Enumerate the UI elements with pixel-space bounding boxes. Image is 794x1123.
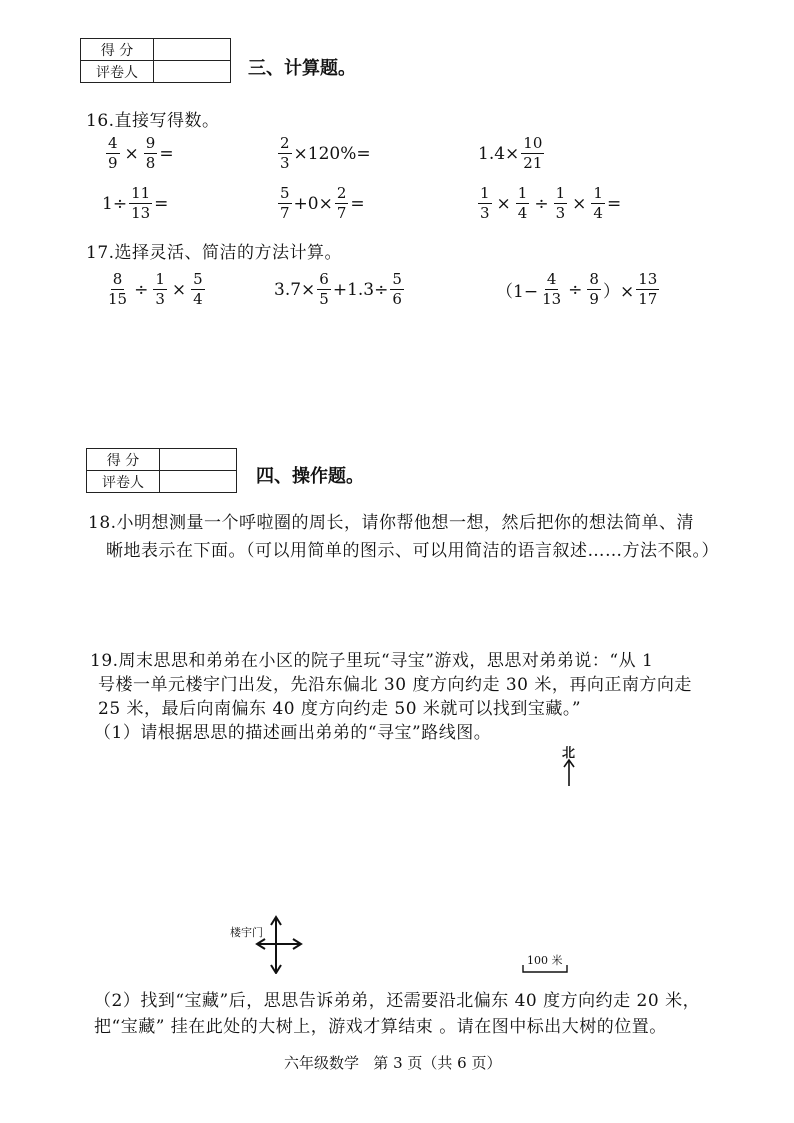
fraction: $\frac{1}{4}$ bbox=[517, 184, 528, 222]
q16-r1-a: $\frac{4}{9}$ × $\frac{9}{8}$ = bbox=[108, 134, 174, 172]
north-arrow-icon bbox=[562, 758, 576, 788]
q17-prompt: 17.选择灵活、简洁的方法计算。 bbox=[86, 243, 343, 263]
q19-part2-line1: （2）找到“宝藏”后，思思告诉弟弟，还需要沿北偏东 40 度方向约走 20 米， bbox=[94, 991, 701, 1011]
fraction: $\frac{2}{3}$ bbox=[280, 134, 290, 172]
q19-line2: 号楼一单元楼宇门出发，先沿东偏北 30 度方向约走 30 米，再向正南方向走 bbox=[98, 675, 692, 695]
fraction: $\frac{1}{4}$ bbox=[593, 184, 603, 222]
fraction: $\frac{1}{3}$ bbox=[480, 184, 490, 222]
north-label: 北 bbox=[562, 746, 576, 761]
q19-part2-line2: 把“宝藏” 挂在此处的大树上，游戏才算结束 。请在图中标出大树的位置。 bbox=[94, 1017, 667, 1037]
fraction: $\frac{9}{8}$ bbox=[145, 134, 156, 172]
page-footer: 六年级数学 第 3 页（共 6 页） bbox=[284, 1054, 502, 1072]
fraction: $\frac{6}{5}$ bbox=[319, 270, 329, 308]
q19-part1: （1）请根据思思的描述画出弟弟的“寻宝”路线图。 bbox=[94, 723, 492, 743]
q16-prompt: 16.直接写得数。 bbox=[86, 111, 220, 131]
q17-a: $\frac{8}{15}$ ÷ $\frac{1}{3}$ × $\frac{5}{4}$ bbox=[108, 270, 203, 308]
score-label: 得 分 bbox=[87, 449, 160, 471]
scale-bar bbox=[522, 964, 568, 974]
grader-label: 评卷人 bbox=[81, 61, 154, 83]
fraction: $\frac{4}{13}$ bbox=[542, 270, 562, 308]
section4-title: 四、操作题。 bbox=[256, 466, 364, 487]
score-cell[interactable] bbox=[160, 449, 237, 471]
door-label: 楼宇门 bbox=[230, 926, 263, 939]
grader-cell[interactable] bbox=[154, 61, 231, 83]
fraction: $\frac{1}{3}$ bbox=[555, 184, 566, 222]
section3-title: 三、计算题。 bbox=[248, 58, 356, 79]
score-cell[interactable] bbox=[154, 39, 231, 61]
q19-line1: 19.周末思思和弟弟在小区的院子里玩“寻宝”游戏，思思对弟弟说：“从 1 bbox=[90, 651, 654, 671]
fraction: $\frac{5}{4}$ bbox=[193, 270, 203, 308]
q19-line3: 25 米，最后向南偏东 40 度方向约走 50 米就可以找到宝藏。” bbox=[98, 699, 582, 719]
fraction: $\frac{1}{3}$ bbox=[155, 270, 165, 308]
grader-cell[interactable] bbox=[160, 471, 237, 493]
scale-label: 100 米 bbox=[527, 954, 563, 967]
fraction: $\frac{2}{7}$ bbox=[336, 184, 347, 222]
fraction: $\frac{4}{9}$ bbox=[108, 134, 118, 172]
fraction: $\frac{11}{13}$ bbox=[131, 184, 151, 222]
q17-c: （1− $\frac{4}{13}$ ÷ $\frac{8}{9}$ ）× $\frac{13}{17}$ bbox=[496, 270, 658, 308]
q16-r2-c: $\frac{1}{3}$ × $\frac{1}{4}$ ÷ $\frac{1}{3}$ × $\frac{1}{4}$ = bbox=[480, 184, 622, 222]
grader-label: 评卷人 bbox=[87, 471, 160, 493]
fraction: $\frac{8}{9}$ bbox=[589, 270, 599, 308]
compass-cross-icon bbox=[252, 914, 304, 974]
fraction: $\frac{13}{17}$ bbox=[638, 270, 658, 308]
score-table-section3 bbox=[80, 38, 231, 83]
q18-line2: 晰地表示在下面。（可以用简单的图示、可以用简洁的语言叙述……方法不限。） bbox=[106, 541, 719, 561]
q16-r1-b: $\frac{2}{3}$ ×120%= bbox=[280, 134, 371, 172]
fraction: $\frac{5}{7}$ bbox=[280, 184, 290, 222]
q16-r1-c: 1.4× $\frac{10}{21}$ bbox=[478, 134, 543, 172]
score-table-section4 bbox=[86, 448, 237, 493]
q17-b: 3.7× $\frac{6}{5}$ +1.3÷ $\frac{5}{6}$ bbox=[274, 270, 402, 308]
score-label: 得 分 bbox=[81, 39, 154, 61]
fraction: $\frac{10}{21}$ bbox=[523, 134, 543, 172]
fraction: $\frac{8}{15}$ bbox=[108, 270, 128, 308]
fraction: $\frac{5}{6}$ bbox=[392, 270, 402, 308]
q16-r2-a: 1÷ $\frac{11}{13}$ = bbox=[102, 184, 169, 222]
q16-r2-b: $\frac{5}{7}$ +0× $\frac{2}{7}$ = bbox=[280, 184, 365, 222]
q18-line1: 18.小明想测量一个呼啦圈的周长，请你帮他想一想，然后把你的想法简单、清 bbox=[88, 513, 695, 533]
